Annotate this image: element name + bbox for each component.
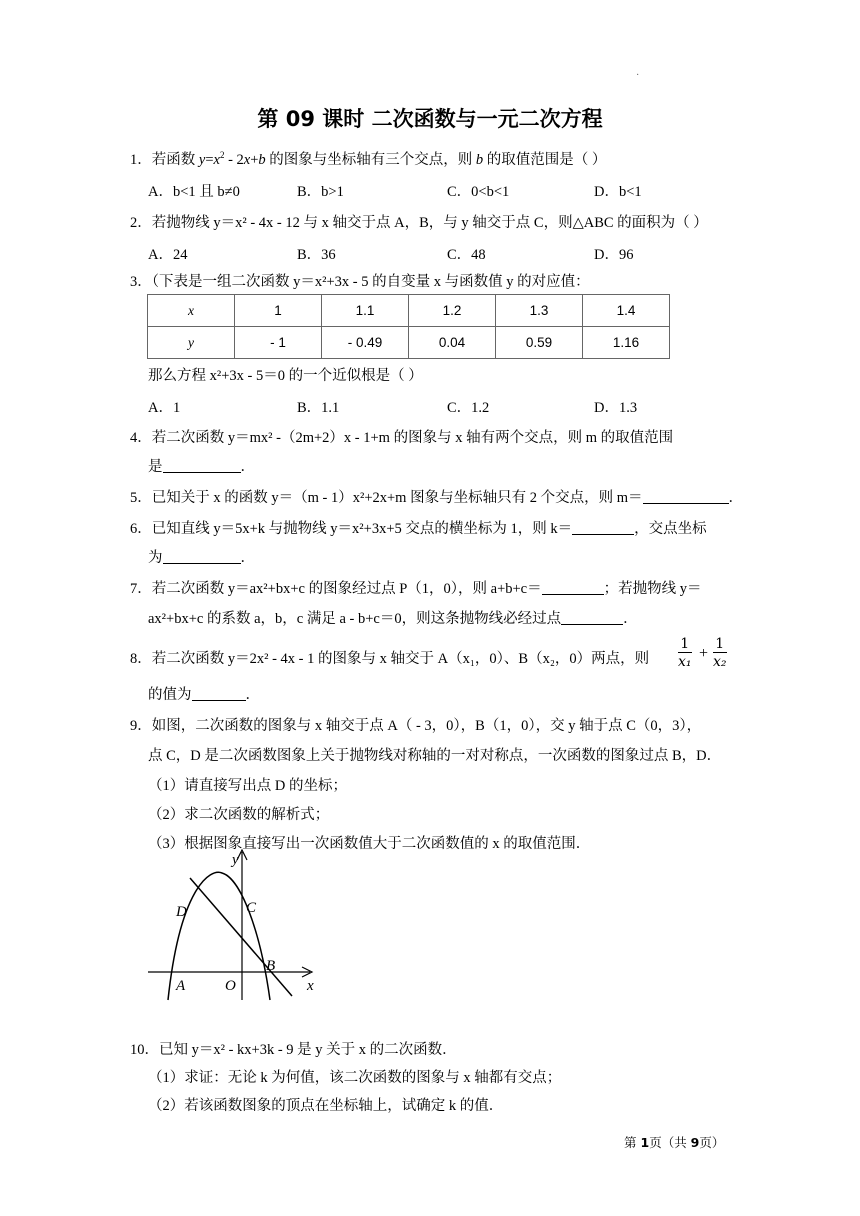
label-y: y xyxy=(232,852,239,868)
question-9: 9．如图，二次函数的图象与 x 轴交于点 A（ - 3，0），B（1，0），交 y 轴于点 C（0，3）， xyxy=(130,718,702,734)
table-cell: 0.59 xyxy=(496,327,583,359)
answer-blank[interactable] xyxy=(163,460,241,473)
q10-sub-2: （2）若该函数图象的顶点在坐标轴上，试确定 k 的值． xyxy=(148,1098,504,1114)
value-table xyxy=(147,294,670,359)
question-1: 1．若函数 $y=x^2 - 2x+b$ 的图象与坐标轴有三个交点，则 b 的取值范围是（ ） xyxy=(130,150,607,168)
table-cell: - 0.49 xyxy=(322,327,409,359)
table-header-x: x xyxy=(148,295,235,327)
table-row-x xyxy=(148,295,670,327)
page-total: 9 xyxy=(690,1135,700,1150)
corner-mark: · xyxy=(636,70,640,81)
q9-sub-1: （1）请直接写出点 D 的坐标； xyxy=(148,778,347,794)
question-6: 6．已知直线 y＝5x+k 与抛物线 y＝x²+3x+5 交点的横坐标为 1，则 k＝ ，交点坐标 xyxy=(130,521,707,537)
label-b: B xyxy=(266,958,276,974)
q7-line-2: ax²+bx+c 的系数 a，b，c 满足 a - b+c＝0，则这条抛物线必经过点 ． xyxy=(148,611,638,627)
q3-option-b: B．1.1 xyxy=(297,400,340,416)
q3-follow-text: 那么方程 x²+3x - 5＝0 的一个近似根是（ ） xyxy=(148,368,423,384)
plus-sign: + xyxy=(699,645,709,662)
table-cell: 1.16 xyxy=(583,327,670,359)
table-cell: 1 xyxy=(235,295,322,327)
q1-option-d: D．b<1 xyxy=(594,184,642,200)
answer-blank[interactable] xyxy=(542,582,604,595)
q3-option-d: D．1.3 xyxy=(594,400,638,416)
q1-option-b: B．b>1 xyxy=(297,184,344,200)
question-5: 5．已知关于 x 的函数 y＝（m - 1）x²+2x+m 图象与坐标轴只有 2 个交点，则 m＝ ． xyxy=(130,490,743,506)
question-3: 3．（下表是一组二次函数 y＝x²+3x - 5 的自变量 x 与函数值 y 的对应值： xyxy=(130,274,590,290)
page-footer: 第 1页（共 9页） xyxy=(624,1135,725,1150)
q1-option-c: C．0<b<1 xyxy=(447,184,510,200)
question-4: 4．若二次函数 y＝mx² -（2m+2）x - 1+m 的图象与 x 轴有两个交点，则 m 的取值范围 xyxy=(130,430,674,446)
table-cell: 1.3 xyxy=(496,295,583,327)
table-cell: - 1 xyxy=(235,327,322,359)
label-o: O xyxy=(225,978,236,994)
fraction-1-over-x2: $\frac{1}{\text{x₂}}$ xyxy=(713,636,727,670)
q3-option-a: A．1 xyxy=(148,400,181,416)
q1-option-a: A．b<1 且 b≠0 xyxy=(148,184,240,200)
q4-line-2: 是 ． xyxy=(148,459,255,475)
answer-blank[interactable] xyxy=(572,522,634,535)
fraction-1-over-x1: $\frac{1}{\text{x₁}}$ xyxy=(678,636,692,670)
question-2: 2．若抛物线 y＝x² - 4x - 12 与 x 轴交于点 A，B，与 y 轴交于点 C，则△ABC 的面积为（ ） xyxy=(130,215,708,231)
question-7: 7．若二次函数 y＝ax²+bx+c 的图象经过点 P（1，0），则 a+b+c＝ ；若抛物线 y＝ xyxy=(130,581,702,597)
question-10: 10．已知 y＝x² - kx+3k - 9 是 y 关于 x 的二次函数． xyxy=(130,1042,457,1058)
label-a: A xyxy=(176,978,186,994)
q2-option-c: C．48 xyxy=(447,247,486,263)
question-8: 8．若二次函数 y＝2x² - 4x - 1 的图象与 x 轴交于 A（x₁，0）、B（x₂，0）两点，则 xyxy=(130,651,650,667)
q9-sub-2: （2）求二次函数的解析式； xyxy=(148,807,330,823)
label-d: D xyxy=(176,904,187,920)
label-c: C xyxy=(246,900,257,916)
q9-line-2: 点 C，D 是二次函数图象上关于抛物线对称轴的一对对称点，一次函数的图象过点 B，D． xyxy=(148,748,722,764)
table-row-y xyxy=(148,327,670,359)
answer-blank[interactable] xyxy=(163,551,241,564)
line-db xyxy=(190,878,292,996)
q9-figure xyxy=(140,848,330,1004)
q9-sub-3: （3）根据图象直接写出一次函数值大于二次函数值的 x 的取值范围． xyxy=(148,836,591,852)
q8-line-2: 的值为 ． xyxy=(148,687,260,703)
answer-blank[interactable] xyxy=(561,612,623,625)
q2-option-d: D．96 xyxy=(594,247,634,263)
answer-blank[interactable] xyxy=(643,491,729,504)
q2-option-a: A．24 xyxy=(148,247,188,263)
answer-blank[interactable] xyxy=(192,688,246,701)
table-header-y: y xyxy=(148,327,235,359)
table-cell: 0.04 xyxy=(409,327,496,359)
q3-option-c: C．1.2 xyxy=(447,400,490,416)
table-cell: 1.1 xyxy=(322,295,409,327)
q2-option-b: B．36 xyxy=(297,247,336,263)
q6-line-2: 为 ． xyxy=(148,550,255,566)
table-cell: 1.4 xyxy=(583,295,670,327)
page-title: 第 09 课时 二次函数与一元二次方程 xyxy=(257,107,603,131)
label-x: x xyxy=(307,978,314,994)
page-number: 1 xyxy=(640,1135,650,1150)
q10-sub-1: （1）求证：无论 k 为何值，该二次函数的图象与 x 轴都有交点； xyxy=(148,1070,562,1086)
table-cell: 1.2 xyxy=(409,295,496,327)
